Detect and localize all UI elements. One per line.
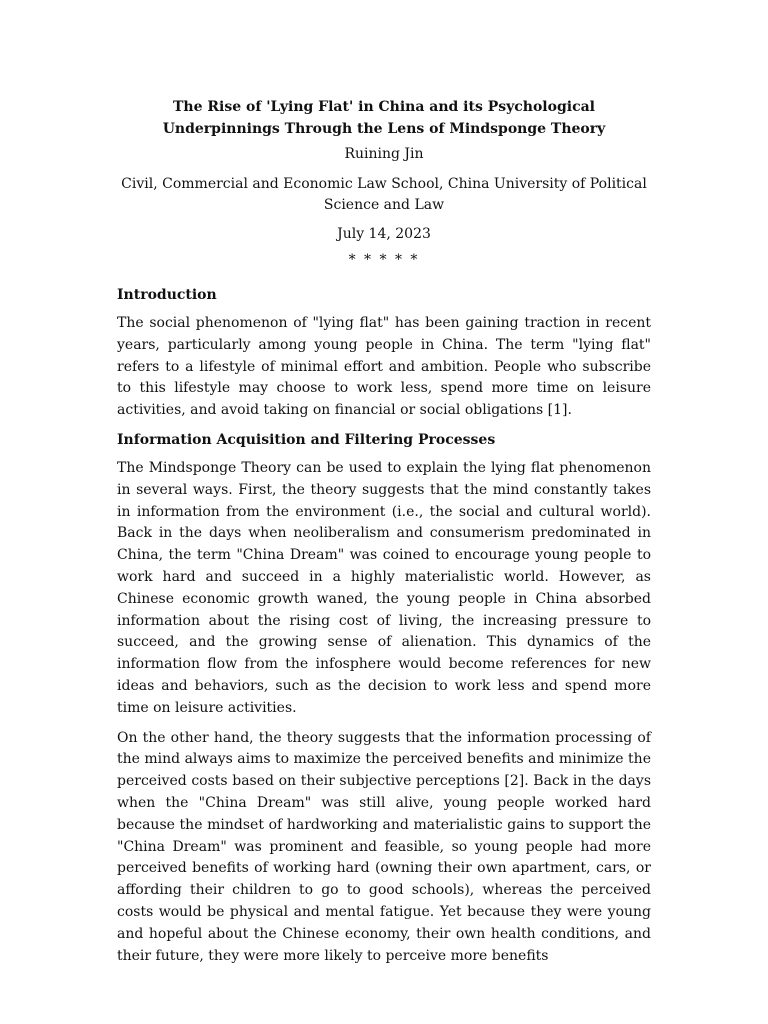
author-affiliation: Civil, Commercial and Economic Law School, China University of Political Science and Law bbox=[121, 176, 647, 213]
information-paragraph-1: The Mindsponge Theory can be used to explain the lying flat phenomenon in several ways. First, the theory suggests that the mind constantly takes in information from the environment (i.e., the social and cultural world). Back in the days when neoliberalism and consumerism predominated in China, the term "China Dream" was coined to encourage young people to work hard and succeed in a highly materialistic world. However, as Chinese economic growth waned, the young people in China absorbed information about the rising cost of living, the increasing pressure to succeed, and the growing sense of alienation. This dynamics of the information flow from the infosphere would become references for new ideas and behaviors, such as the decision to work less and spend more time on leisure activities. bbox=[117, 459, 651, 716]
publication-date: July 14, 2023 bbox=[337, 226, 431, 242]
information-paragraph-2: On the other hand, the theory suggests that the information processing of the mind always aims to maximize the perceived benefits and minimize the perceived costs based on their subjective perceptions [2]. Back in the days when the "China Dream" was still alive, young people worked hard because the mindset of hardworking and materialistic gains to support the "China Dream" was prominent and feasible, so young people had more perceived benefits of working hard (owning their own apartment, cars, or affording their children to go to good schools), whereas the perceived costs would be physical and mental fatigue. Yet because they were young and hopeful about the Chinese economy, their own health conditions, and their future, they were more likely to perceive more benefits bbox=[117, 729, 651, 964]
section-heading-introduction: Introduction bbox=[117, 287, 217, 303]
section-heading-information-acquisition: Information Acquisition and Filtering Processes bbox=[117, 431, 496, 448]
author-name: Ruining Jin bbox=[344, 146, 424, 162]
introduction-paragraph: The social phenomenon of "lying flat" has been gaining traction in recent years, particularly among young people in China. The term "lying flat" refers to a lifestyle of minimal effort and ambition. People who subscribe to this lifestyle may choose to work less, spend more time on leisure activities, and avoid taking on financial or social obligations [1]. bbox=[117, 315, 651, 419]
section-separator: * * * * * bbox=[348, 252, 420, 268]
paper-title: The Rise of 'Lying Flat' in China and its Psychological Underpinnings Through the Lens of Mindsponge Theory bbox=[162, 99, 606, 137]
